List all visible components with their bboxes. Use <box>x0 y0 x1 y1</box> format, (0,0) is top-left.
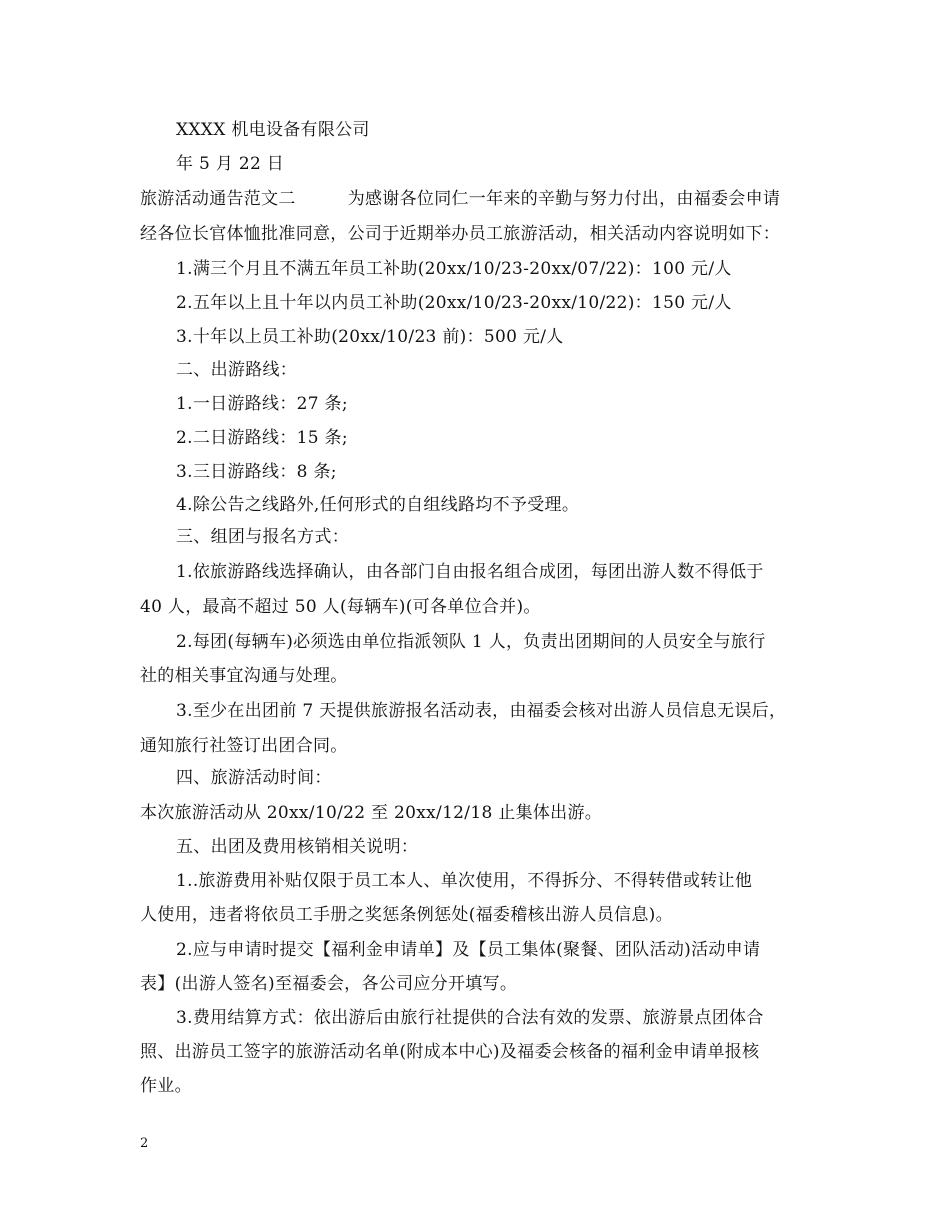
route-item-2: 2.二日游路线：15 条; <box>176 428 348 448</box>
group-item-3-part2: 通知旅行社签订出团合同。 <box>140 736 348 756</box>
expense-item-1-part2: 人使用，违者将依员工手册之奖惩条例惩处(福委稽核出游人员信息)。 <box>140 905 673 925</box>
section-3-heading: 三、组团与报名方式： <box>176 527 349 547</box>
section-5-heading: 五、出团及费用核销相关说明： <box>176 837 419 857</box>
expense-item-3-part1: 3.费用结算方式：依出游后由旅行社提供的合法有效的发票、旅游景点团体合 <box>176 1008 764 1028</box>
subsidy-item-3: 3.十年以上员工补助(20xx/10/23 前)：500 元/人 <box>176 327 564 347</box>
route-item-1: 1.一日游路线：27 条; <box>176 394 348 414</box>
company-name: XXXX 机电设备有限公司 <box>176 120 370 140</box>
time-text: 本次旅游活动从 20xx/10/22 至 20xx/12/18 止集体出游。 <box>140 803 603 823</box>
document-date: 年 5 月 22 日 <box>176 154 285 174</box>
group-item-1-part2: 40 人，最高不超过 50 人(每辆车)(可各单位合并)。 <box>140 597 541 617</box>
section-2-heading: 二、出游路线： <box>176 360 298 380</box>
subsidy-item-2: 2.五年以上且十年以内员工补助(20xx/10/23-20xx/10/22)：150 元/人 <box>176 293 732 313</box>
expense-item-2-part2: 表】(出游人签名)至福委会，各公司应分开填写。 <box>140 974 518 994</box>
section-4-heading: 四、旅游活动时间： <box>176 768 332 788</box>
subsidy-item-1: 1.满三个月且不满五年员工补助(20xx/10/23-20xx/07/22)：100 元/人 <box>176 259 732 279</box>
group-item-3-part1: 3.至少在出团前 7 天提供旅游报名活动表，由福委会核对出游人员信息无误后， <box>176 701 787 721</box>
group-item-1-part1: 1.依旅游路线选择确认，由各部门自由报名组合成团，每团出游人数不得低于 <box>176 562 764 582</box>
page-number: 2 <box>140 1136 149 1151</box>
group-item-2-part1: 2.每团(每辆车)必须选由单位指派领队 1 人，负责出团期间的人员安全与旅行 <box>176 632 766 652</box>
intro-text-part1: 为感谢各位同仁一年来的辛勤与努力付出，由福委会申请 <box>347 189 781 209</box>
expense-item-3-part2: 照、出游员工签字的旅游活动名单(附成本中心)及福委会核备的福利金申请单报核 <box>140 1042 760 1062</box>
expense-item-2-part1: 2.应与申请时提交【福利金申请单】及【员工集体(聚餐、团队活动)活动申请 <box>176 940 761 960</box>
expense-item-1-part1: 1..旅游费用补贴仅限于员工本人、单次使用，不得拆分、不得转借或转让他 <box>176 871 753 891</box>
notice-title: 旅游活动通告范文二 <box>140 189 296 209</box>
route-item-3: 3.三日游路线：8 条; <box>176 462 337 482</box>
intro-text-part2: 经各位长官体恤批准同意，公司于近期举办员工旅游活动，相关活动内容说明如下： <box>140 224 781 244</box>
notice-intro-line <box>140 187 780 211</box>
expense-item-3-part3: 作业。 <box>140 1076 192 1096</box>
route-item-4: 4.除公告之线路外,任何形式的自组线路均不予受理。 <box>176 495 580 515</box>
group-item-2-part2: 社的相关事宜沟通与处理。 <box>140 666 348 686</box>
